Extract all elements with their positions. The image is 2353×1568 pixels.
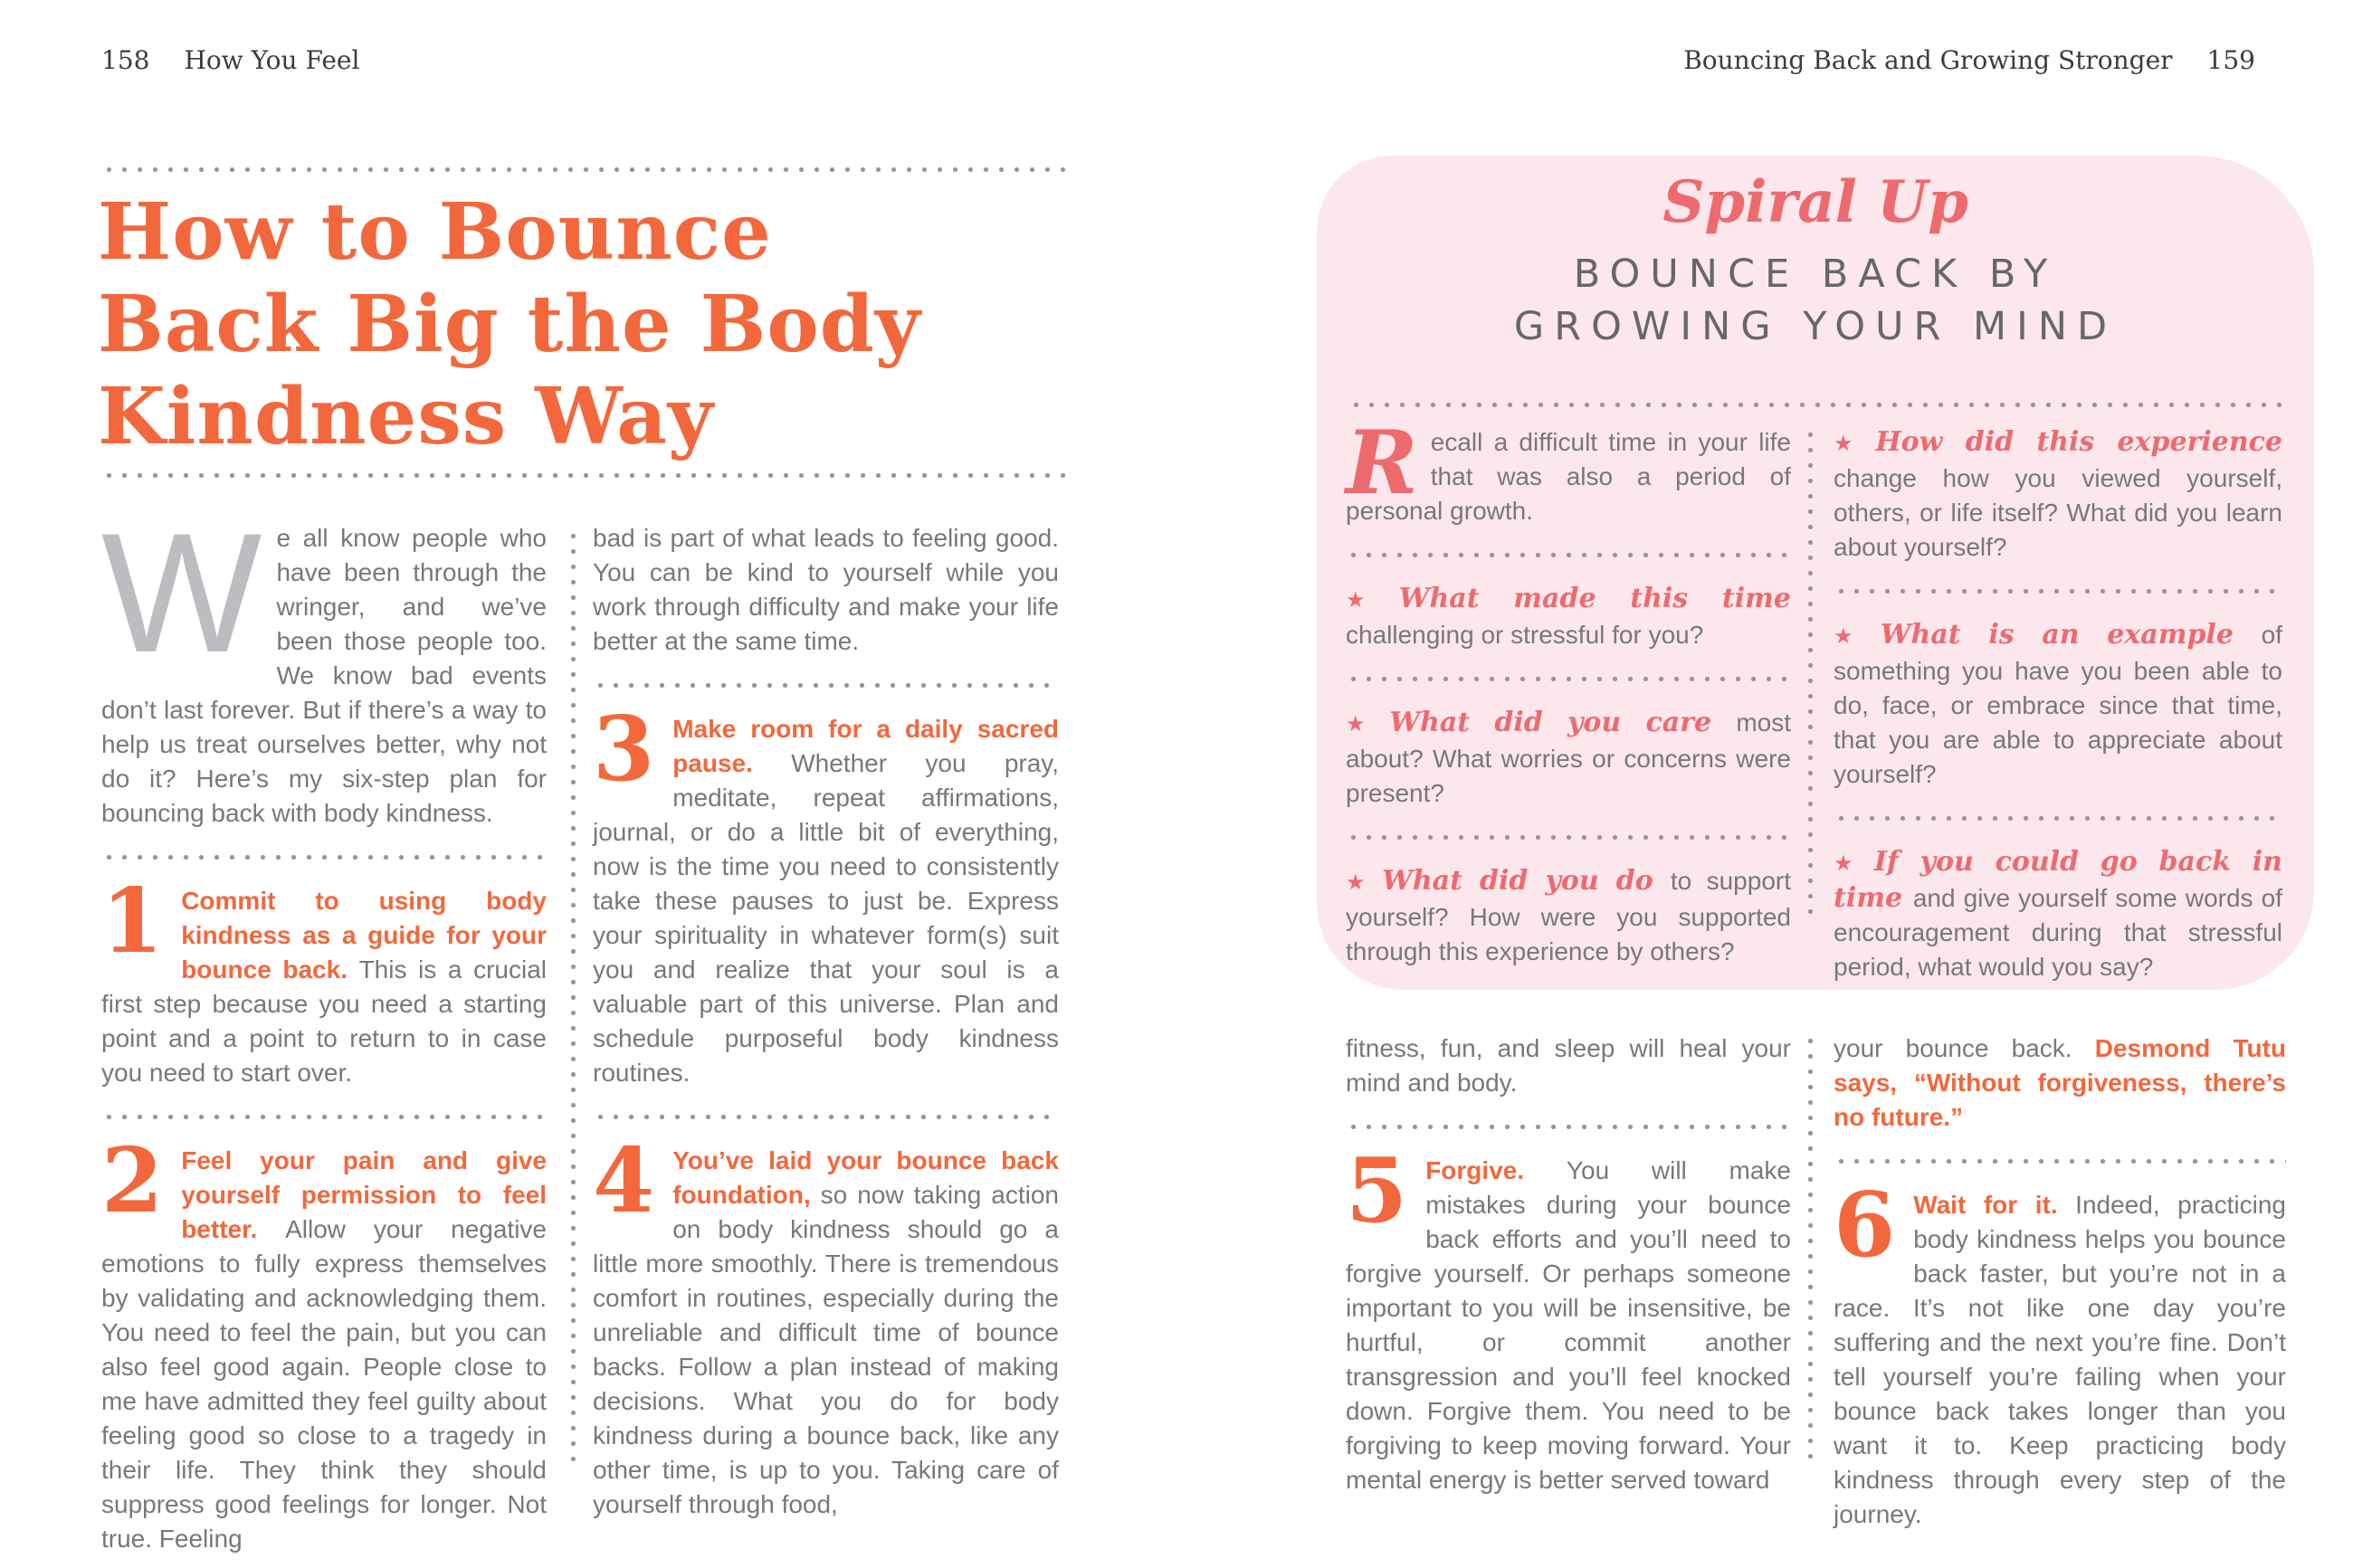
spiral-box-column-divider xyxy=(1807,427,1814,920)
star-icon: ★ xyxy=(1346,588,1390,613)
star-icon: ★ xyxy=(1346,712,1381,736)
right-page-column-1 xyxy=(1346,1031,1791,1497)
question-text: and give yourself some words of encouragement during that stressful period, what would you say? xyxy=(1834,884,2282,981)
question-script-lead: How did this experience xyxy=(1875,426,2282,458)
spiral-box-dotted-rule xyxy=(1348,402,2282,408)
step-5-continuation xyxy=(1834,1031,2286,1135)
dotted-separator xyxy=(1346,552,1791,558)
step-4 xyxy=(593,1129,1060,1522)
question-script-lead: If you could go back in time xyxy=(1834,846,2282,914)
question-text: challenging or stressful for you? xyxy=(1346,621,1704,649)
title-bottom-dotted-rule xyxy=(101,472,1068,479)
step-2-number: 2 xyxy=(101,1129,164,1233)
dotted-separator xyxy=(101,1114,547,1120)
step-2-lead: Feel your pain and give yourself permission to feel better. xyxy=(181,1146,547,1243)
step-5 xyxy=(1346,1139,1791,1497)
spiral-heading-line-2: GROWING YOUR MIND xyxy=(1513,304,2118,349)
dropcap-r: R xyxy=(1346,412,1418,514)
intro-paragraph xyxy=(101,498,547,831)
left-running-head xyxy=(101,45,359,75)
title-top-dotted-rule xyxy=(101,166,1068,173)
question-item xyxy=(1346,706,1791,811)
left-running-head-title: How You Feel xyxy=(184,45,360,75)
intro-text: e all know people who have been through the wringer, and we’ve been those people too. We know bad events don’t last forever. But if there’s a way to help us treat ourselves better, why not do it? Here’s my six-step plan for bouncing back with body kindness. xyxy=(101,524,547,827)
left-page-column-1 xyxy=(101,498,547,1556)
step-2 xyxy=(101,1129,547,1556)
dotted-separator xyxy=(1346,1124,1791,1130)
dotted-separator xyxy=(593,682,1059,689)
step-3-body: Whether you pray, meditate, repeat affirmations, journal, or do a little bit of everything, now is the time you need to consistently take these pauses to just be. Express your spirituality in whatever form(s) suit you and realize that your soul is a valuable part of this universe. Plan and schedule purposeful body kindness routines. xyxy=(593,749,1060,1087)
star-icon: ★ xyxy=(1834,432,1867,456)
question-text: change how you viewed yourself, others, or life itself? What did you learn about yourself? xyxy=(1834,464,2282,561)
question-text: of something you have you been able to do, face, or embrace since that time, that you are able to appreciate about yourself? xyxy=(1834,621,2282,788)
question-item xyxy=(1346,582,1791,652)
right-page-number: 159 xyxy=(2206,45,2255,75)
right-running-head-title: Bouncing Back and Growing Stronger xyxy=(1683,45,2173,75)
step-1-body: This is a crucial first step because you need a starting point and a point to return to in case you need to start over. xyxy=(101,955,547,1087)
step-1-number: 1 xyxy=(101,870,164,974)
step-2-body: Allow your negative emotions to fully express themselves by validating and acknowledging them. You need to feel the pain, but you can also feel good again. People close to me have admitted they feel guilty about feeling good so close to a tragedy in their life. They think they should suppress good feelings for longer. Not true. Feeling xyxy=(101,1215,547,1553)
dotted-separator xyxy=(1834,1158,2286,1164)
question-script-lead: What is an example xyxy=(1880,619,2234,651)
star-icon: ★ xyxy=(1834,624,1872,649)
spiral-intro xyxy=(1346,412,1791,528)
step-4-continuation: fitness, fun, and sleep will heal your mind and body. xyxy=(1346,1034,1791,1097)
chapter-title-line-2: Back Big the Body xyxy=(98,279,921,370)
left-page-column-divider xyxy=(570,528,576,1464)
spiral-box-column-2 xyxy=(1834,425,2282,984)
step-5-continuation-gray: your bounce back. xyxy=(1834,1034,2095,1062)
step-4-lead: You’ve laid your bounce back foundation, xyxy=(672,1146,1059,1209)
question-item xyxy=(1834,425,2282,565)
chapter-title-line-1: How to Bounce xyxy=(98,186,772,278)
right-page-column-2 xyxy=(1834,1031,2286,1532)
spiral-up-script-title: Spiral Up xyxy=(1662,168,1968,236)
left-page-number: 158 xyxy=(101,45,150,75)
dotted-separator xyxy=(1346,834,1791,841)
step-5-body: You will make mistakes during your bounce back efforts and you’ll need to forgive yourself. Or perhaps someone important to you will be insensitive, be hurtful, or commit another transgression and you’ll feel knocked down. Forgive them. You need to be forgiving to keep moving forward. Your mental energy is better served toward xyxy=(1346,1156,1791,1494)
chapter-title-line-3: Kindness Way xyxy=(98,371,714,462)
left-page-column-2 xyxy=(593,521,1059,1522)
step-6-body: Indeed, practicing body kindness helps you bounce back faster, but you’re not in a race. It’s not like one day you’re suffering and the next you’re fine. Don’t tell yourself you’re failing when your bounce back takes longer than you want it to. Keep practicing body kindness through every step of the journey. xyxy=(1834,1191,2286,1528)
question-script-lead: What did you do xyxy=(1382,865,1653,897)
dropcap-w: W xyxy=(101,498,262,688)
step-6 xyxy=(1834,1174,2286,1532)
question-text: to support yourself? How were you supported through this experience by others? xyxy=(1346,867,1791,965)
tutu-quote: Desmond Tutu says, “Without forgiveness, there’s no future.” xyxy=(1834,1034,2286,1131)
question-item xyxy=(1834,618,2282,792)
spiral-heading-line-1: BOUNCE BACK BY xyxy=(1573,252,2058,297)
question-item xyxy=(1834,845,2282,984)
step-6-number: 6 xyxy=(1834,1174,1896,1278)
dotted-separator xyxy=(1834,815,2282,822)
step-1 xyxy=(101,870,547,1090)
right-running-head xyxy=(1683,45,2255,75)
spiral-box-heading xyxy=(1317,248,2314,353)
step-3-lead: Make room for a daily sacred pause. xyxy=(672,715,1059,777)
step-1-lead: Commit to using body kindness as a guide for your bounce back. xyxy=(181,887,547,984)
column-2-continuation: bad is part of what leads to feeling good. You can be kind to yourself while you work through difficulty and make your life better at the same time. xyxy=(593,524,1059,655)
step-4-body: so now taking action on body kindness should go a little more smoothly. There is tremendous comfort in routines, especially during the unreliable and difficult time of bounce backs. Follow a plan instead of making decisions. What you do for body kindness during a bounce back, like any other time, is up to you. Taking care of yourself through food, xyxy=(593,1181,1060,1518)
dotted-separator xyxy=(101,854,547,860)
question-item xyxy=(1346,864,1791,969)
step-6-lead: Wait for it. xyxy=(1913,1191,2058,1219)
star-icon: ★ xyxy=(1346,870,1374,895)
dotted-separator xyxy=(593,1114,1059,1120)
spiral-intro-text: ecall a difficult time in your life that was also a period of personal growth. xyxy=(1346,428,1791,525)
question-text: most about? What worries or concerns were present? xyxy=(1346,708,1791,807)
step-4-number: 4 xyxy=(593,1129,655,1233)
step-3-number: 3 xyxy=(593,698,655,802)
dotted-separator xyxy=(1346,676,1791,682)
question-script-lead: What made this time xyxy=(1398,583,1791,614)
step-5-lead: Forgive. xyxy=(1425,1156,1525,1184)
spiral-box-column-1 xyxy=(1346,412,1791,969)
step-3 xyxy=(593,698,1060,1090)
step-5-number: 5 xyxy=(1346,1139,1408,1243)
dotted-separator xyxy=(1834,588,2282,594)
chapter-title xyxy=(98,186,1111,463)
question-script-lead: What did you care xyxy=(1389,707,1712,738)
star-icon: ★ xyxy=(1834,851,1865,876)
right-page-column-divider xyxy=(1807,1033,1814,1460)
